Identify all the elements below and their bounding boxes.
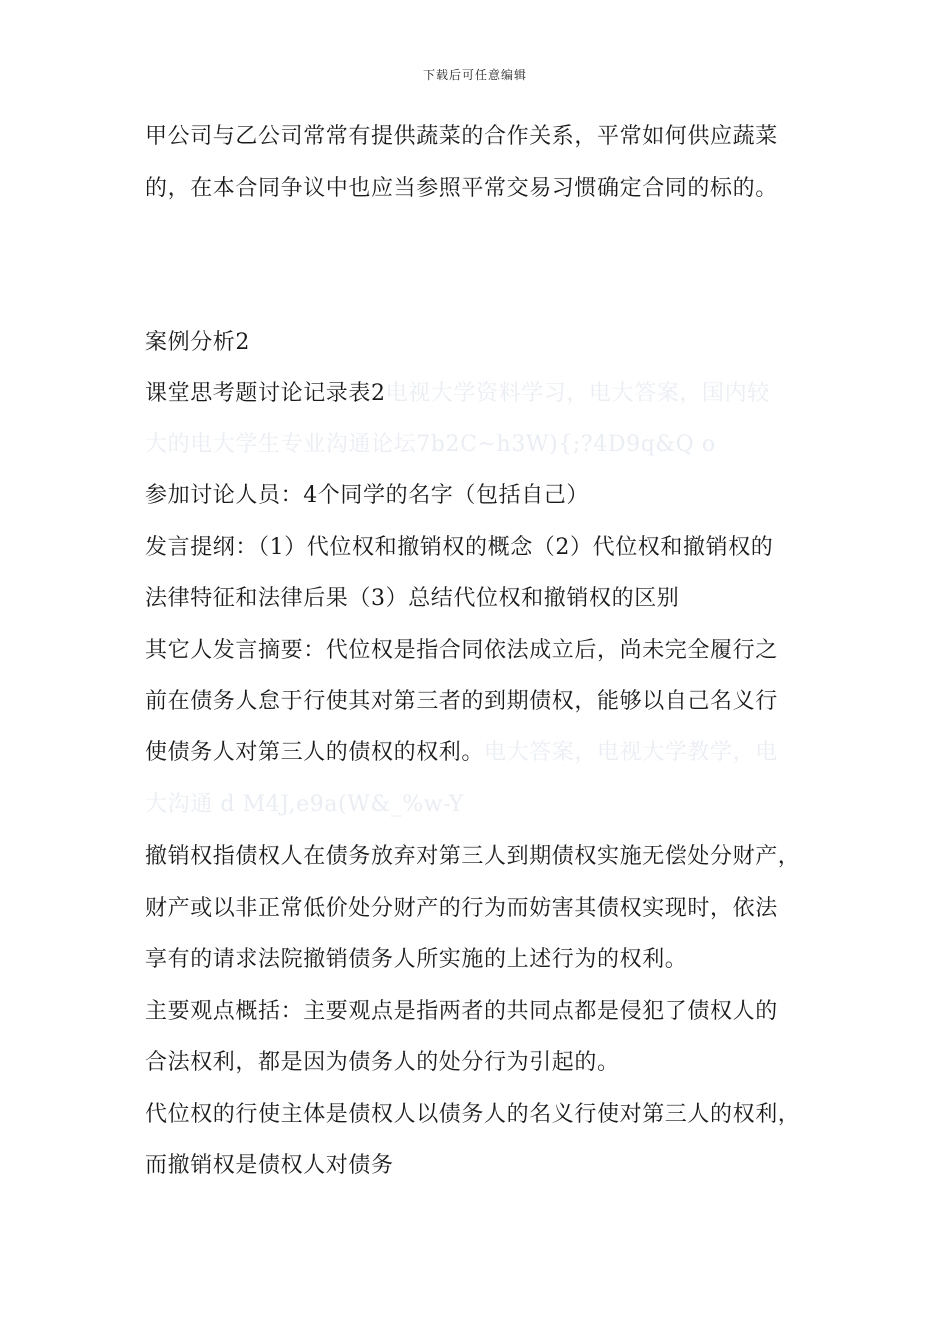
- main-point-line: 合法权利，都是因为债务人的处分行为引起的。: [145, 1050, 620, 1075]
- others-summary-line: [145, 738, 778, 768]
- paragraph-line: 甲公司与乙公司常常有提供蔬菜的合作关系，平常如何供应蔬菜: [145, 124, 778, 149]
- paragraph-line: 的，在本合同争议中也应当参照平常交易习惯确定合同的标的。: [145, 176, 778, 201]
- revoke-line: 享有的请求法院撤销债务人所实施的上述行为的权利。: [145, 947, 688, 972]
- case-title: 案例分析2: [145, 330, 250, 355]
- revoke-line: 撤销权指债权人在债务放弃对第三人到期债权实施无偿处分财产，: [145, 844, 801, 869]
- watermark-text: 电大答案，电视大学教学，电: [484, 740, 778, 765]
- participants-line: 参加讨论人员：4个同学的名字（包括自己）: [145, 483, 589, 508]
- outline-line: 发言提纲：（1）代位权和撤销权的概念（2）代位权和撤销权的: [145, 535, 774, 560]
- subject-line: 代位权的行使主体是债权人以债务人的名义行使对第三人的权利，: [145, 1102, 801, 1127]
- watermark-text: 电视大学资料学习，电大答案，国内较: [385, 381, 770, 406]
- table-title-line: [145, 379, 770, 409]
- subject-line: 而撤销权是债权人对债务: [145, 1153, 394, 1178]
- watermark-text: 大的电大学生专业沟通论坛7b2C~h3W){;?4D9q&Q o: [145, 432, 716, 457]
- others-summary-text: 使债务人对第三人的债权的权利。: [145, 740, 485, 765]
- revoke-line: 财产或以非正常低价处分财产的行为而妨害其债权实现时，依法: [145, 896, 778, 921]
- others-summary-line: 其它人发言摘要：代位权是指合同依法成立后，尚未完全履行之: [145, 638, 778, 663]
- outline-line: 法律特征和法律后果（3）总结代位权和撤销权的区别: [145, 586, 680, 611]
- others-summary-line: 前在债务人怠于行使其对第三者的到期债权，能够以自己名义行: [145, 689, 778, 714]
- watermark-text: 大沟通 d M4J,e9a(W&_%w-Y: [145, 792, 464, 817]
- main-point-line: 主要观点概括：主要观点是指两者的共同点都是侵犯了债权人的: [145, 999, 778, 1024]
- page-header: 下载后可任意编辑: [422, 68, 527, 82]
- table-title: 课堂思考题讨论记录表2: [145, 381, 386, 406]
